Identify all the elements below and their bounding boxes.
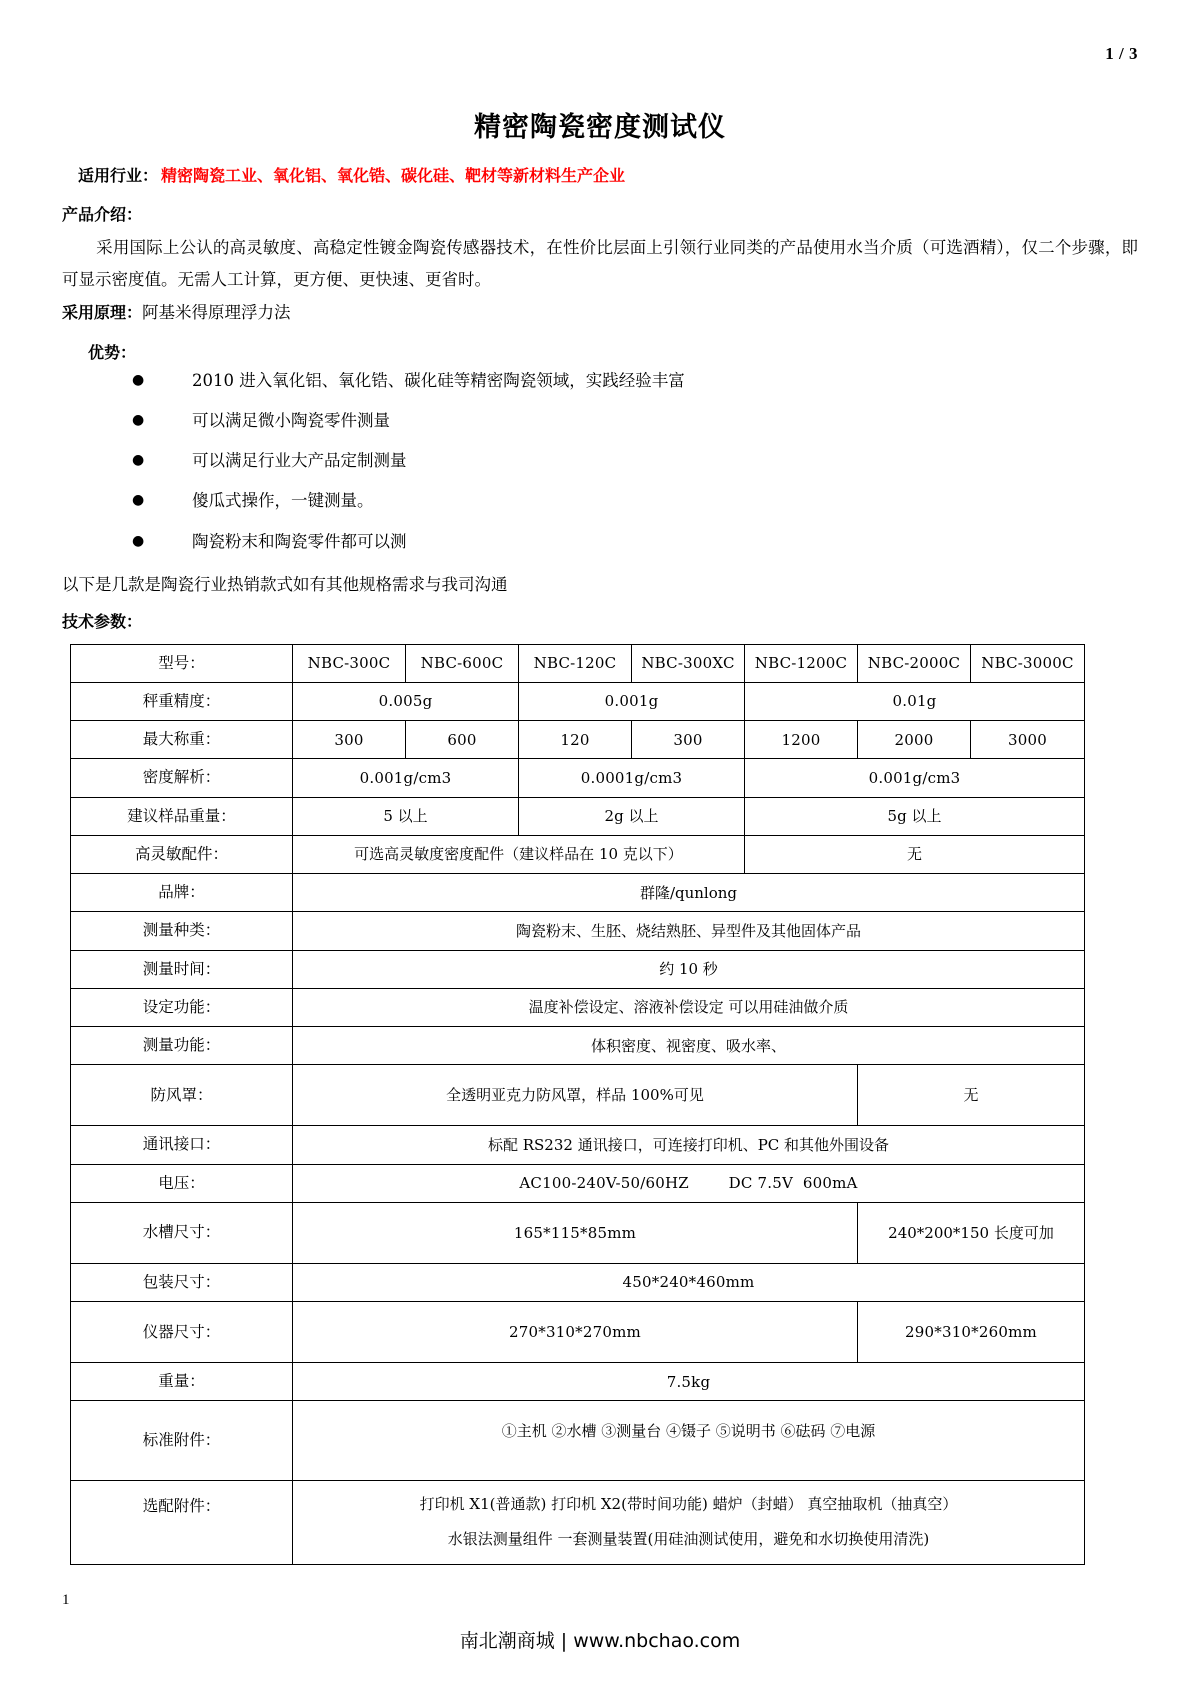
cell-sampleweight-1: 2g 以上 (519, 797, 745, 835)
advantages-list (62, 370, 1138, 553)
cell-comm: 标配 RS232 通讯接口，可连接打印机、PC 和其他外围设备 (293, 1126, 1085, 1164)
principle-label: 采用原理： (62, 302, 143, 322)
footer-page-number: 1 (62, 1592, 70, 1608)
table-row (71, 759, 1085, 797)
cell-weight: 7.5kg (293, 1363, 1085, 1401)
industry-value: 精密陶瓷工业、氧化铝、氧化锆、碳化硅、靶材等新材料生产企业 (161, 166, 626, 185)
advantages-heading (88, 340, 1138, 366)
cell-windshield-0: 全透明亚克力防风罩，样品 100%可见 (293, 1065, 858, 1126)
product-paragraph (62, 232, 1138, 296)
note-line: 以下是几款是陶瓷行业热销款式如有其他规格需求与我司沟通 (62, 574, 508, 594)
row-label-package: 包装尺寸： (71, 1263, 293, 1301)
row-label-model: 型号： (71, 644, 293, 682)
cell-voltage: AC100-240V-50/60HZ DC 7.5V 600mA (293, 1164, 1085, 1202)
table-row (71, 1126, 1085, 1164)
row-label-accuracy: 秤重精度： (71, 682, 293, 720)
cell-maxweight-0: 300 (293, 721, 406, 759)
cell-model-6: NBC-3000C (971, 644, 1085, 682)
table-row (71, 1263, 1085, 1301)
cell-standard-acc: ①主机 ②水槽 ③测量台 ④镊子 ⑤说明书 ⑥砝码 ⑦电源 (293, 1401, 1085, 1481)
table-row (71, 1027, 1085, 1065)
principle-value: 阿基米得原理浮力法 (142, 302, 291, 322)
table-row (71, 1302, 1085, 1363)
industry-row (78, 163, 1138, 189)
cell-accuracy-1: 0.001g (519, 682, 745, 720)
row-label-standard-acc: 标准附件： (71, 1401, 293, 1481)
row-label-measure-time: 测量时间： (71, 950, 293, 988)
cell-instrument-0: 270*310*270mm (293, 1302, 858, 1363)
table-row (71, 1401, 1085, 1481)
cell-maxweight-4: 1200 (745, 721, 858, 759)
list-item (62, 410, 1138, 432)
product-intro-label: 产品介绍： (62, 204, 143, 224)
row-label-function: 测量功能： (71, 1027, 293, 1065)
cell-resolution-0: 0.001g/cm3 (293, 759, 519, 797)
footer-site: 南北潮商城 | www.nbchao.com (459, 1630, 741, 1652)
page-indicator: 1 / 3 (1105, 44, 1138, 63)
bullet-icon: ● (132, 411, 145, 428)
cell-accuracy-2: 0.01g (745, 682, 1085, 720)
table-row (71, 721, 1085, 759)
cell-measure-time: 约 10 秒 (293, 950, 1085, 988)
table-row (71, 835, 1085, 873)
table-row (71, 1065, 1085, 1126)
cell-model-4: NBC-1200C (745, 644, 858, 682)
cell-package: 450*240*460mm (293, 1263, 1085, 1301)
cell-resolution-1: 0.0001g/cm3 (519, 759, 745, 797)
tech-params-heading (62, 609, 1138, 635)
list-item-label: 可以满足微小陶瓷零件测量 (192, 410, 390, 430)
cell-resolution-2: 0.001g/cm3 (745, 759, 1085, 797)
cell-optional-acc (293, 1481, 1085, 1565)
row-label-brand: 品牌： (71, 874, 293, 912)
cell-sensitive-1: 无 (745, 835, 1085, 873)
cell-sampleweight-2: 5g 以上 (745, 797, 1085, 835)
row-label-sample-weight: 建议样品重量： (71, 797, 293, 835)
optional-acc-line-2: 水银法测量组件 一套测量装置(用硅油测试使用，避免和水切换使用清洗) (447, 1529, 930, 1548)
row-label-setting: 设定功能： (71, 988, 293, 1026)
product-paragraph-text: 采用国际上公认的高灵敏度、高稳定性镀金陶瓷传感器技术，在性价比层面上引领行业同类的产品使用水当介质（可选酒精），仅二个步骤，即可显示密度值。无需人工计算，更方便、更快速、更省时。 (62, 237, 1138, 289)
list-item-label: 陶瓷粉末和陶瓷零件都可以测 (192, 531, 407, 551)
bullet-icon: ● (132, 492, 145, 509)
cell-maxweight-1: 600 (406, 721, 519, 759)
table-row (71, 797, 1085, 835)
bullet-icon: ● (132, 371, 145, 388)
list-item-label: 傻瓜式操作，一键测量。 (192, 491, 374, 511)
list-item-label: 可以满足行业大产品定制测量 (192, 451, 407, 471)
row-label-max-weight: 最大称重： (71, 721, 293, 759)
table-row (71, 950, 1085, 988)
cell-model-3: NBC-300XC (632, 644, 745, 682)
product-intro-heading (62, 202, 1138, 228)
tech-params-label: 技术参数： (62, 611, 143, 631)
bullet-icon: ● (132, 452, 145, 469)
row-label-voltage: 电压： (71, 1164, 293, 1202)
advantages-label: 优势： (88, 342, 137, 362)
list-item (62, 490, 1138, 512)
cell-maxweight-5: 2000 (858, 721, 971, 759)
bullet-icon: ● (132, 532, 145, 549)
cell-instrument-1: 290*310*260mm (858, 1302, 1085, 1363)
list-item (62, 531, 1138, 553)
cell-maxweight-2: 120 (519, 721, 632, 759)
cell-tank-1: 240*200*150 长度可加 (858, 1202, 1085, 1263)
row-label-resolution: 密度解析： (71, 759, 293, 797)
table-row (71, 682, 1085, 720)
principle-row (62, 300, 1138, 326)
table-row (71, 1363, 1085, 1401)
list-item-label: 2010 进入氧化铝、氧化锆、碳化硅等精密陶瓷领域，实践经验丰富 (192, 370, 685, 390)
row-label-instrument: 仪器尺寸： (71, 1302, 293, 1363)
row-label-optional-acc: 选配附件： (71, 1481, 293, 1565)
row-label-comm: 通讯接口： (71, 1126, 293, 1164)
row-label-tank: 水槽尺寸： (71, 1202, 293, 1263)
row-label-weight: 重量： (71, 1363, 293, 1401)
document-content (62, 163, 1138, 1565)
cell-model-5: NBC-2000C (858, 644, 971, 682)
cell-accuracy-0: 0.005g (293, 682, 519, 720)
cell-maxweight-3: 300 (632, 721, 745, 759)
row-label-windshield: 防风罩： (71, 1065, 293, 1126)
spec-table (70, 644, 1085, 1566)
cell-model-2: NBC-120C (519, 644, 632, 682)
table-row (71, 988, 1085, 1026)
cell-maxweight-6: 3000 (971, 721, 1085, 759)
cell-brand: 群隆/qunlong (293, 874, 1085, 912)
cell-tank-0: 165*115*85mm (293, 1202, 858, 1263)
table-row (71, 644, 1085, 682)
cell-sensitive-0: 可选高灵敏度密度配件（建议样品在 10 克以下） (293, 835, 745, 873)
cell-model-0: NBC-300C (293, 644, 406, 682)
table-row (71, 1164, 1085, 1202)
table-row (71, 1481, 1085, 1565)
row-label-sensitive: 高灵敏配件： (71, 835, 293, 873)
cell-sampleweight-0: 5 以上 (293, 797, 519, 835)
list-item (62, 450, 1138, 472)
cell-function: 体积密度、视密度、吸水率、 (293, 1027, 1085, 1065)
cell-windshield-1: 无 (858, 1065, 1085, 1126)
optional-acc-line-1: 打印机 X1(普通款) 打印机 X2(带时间功能) 蜡炉（封蜡） 真空抽取机（抽真空） (419, 1495, 958, 1514)
table-row (71, 1202, 1085, 1263)
industry-label: 适用行业： (78, 166, 159, 185)
cell-model-1: NBC-600C (406, 644, 519, 682)
table-row (71, 912, 1085, 950)
cell-setting: 温度补偿设定、溶液补偿设定 可以用硅油做介质 (293, 988, 1085, 1026)
list-item (62, 370, 1138, 392)
cell-measure-type: 陶瓷粉末、生胚、烧结熟胚、异型件及其他固体产品 (293, 912, 1085, 950)
row-label-measure-type: 测量种类： (71, 912, 293, 950)
table-row (71, 874, 1085, 912)
page-title: 精密陶瓷密度测试仪 (474, 112, 726, 143)
